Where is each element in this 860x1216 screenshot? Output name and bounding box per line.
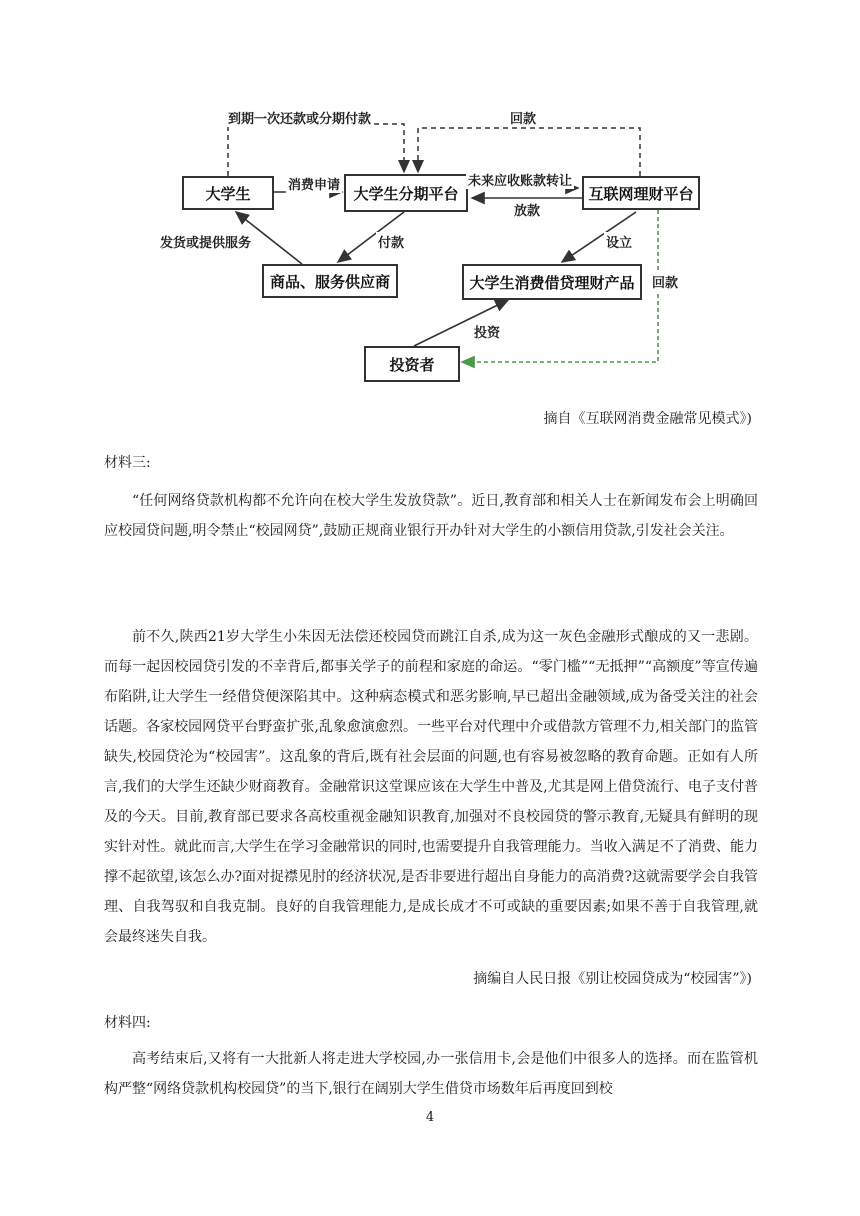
node-student: 大学生 xyxy=(182,176,274,210)
label-loan: 放款 xyxy=(512,200,542,219)
material3-paragraph-1: “任何网络贷款机构都不允许向在校大学生发放贷款”。近日,教育部和相关人士在新闻发布会上明确回应校园贷问题,明令禁止“校园网贷”,鼓励正规商业银行开办针对大学生的小额信用贷款,引发社会关注。 xyxy=(104,493,758,539)
material4-paragraph: 高考结束后,又将有一大批新人将走进大学校园,办一张信用卡,会是他们中很多人的选择。而在监管机构严整“网络贷款机构校园贷”的当下,银行在阔别大学生借贷市场数年后再度回到校 xyxy=(104,1051,758,1097)
node-installment-platform: 大学生分期平台 xyxy=(344,174,468,212)
flow-diagram xyxy=(0,0,860,400)
label-transfer: 未来应收账款转让 xyxy=(466,170,574,189)
label-establish: 设立 xyxy=(604,232,634,251)
label-invest: 投资 xyxy=(472,322,502,341)
diagram-caption: 摘自《互联网消费金融常见模式》) xyxy=(543,411,752,427)
label-repay: 到期一次还款或分期付款 xyxy=(226,108,373,127)
material4-heading: 材料四: xyxy=(104,1015,151,1031)
node-investor: 投资者 xyxy=(364,346,460,382)
page-number: 4 xyxy=(425,1110,435,1125)
material3-heading: 材料三: xyxy=(104,455,151,471)
label-deliver: 发货或提供服务 xyxy=(158,232,253,251)
edge-return-top xyxy=(418,128,640,176)
label-apply: 消费申请 xyxy=(286,174,342,193)
material3-paragraph-2: 前不久,陕西21岁大学生小朱因无法偿还校园贷而跳江自杀,成为这一灰色金融形式酿成的又一悲剧。而每一起因校园贷引发的不幸背后,都事关学子的前程和家庭的命运。“零门槛”“无抵押”“高额度”等宣传遍布陷阱,让大学生一经借贷便深陷其中。这种病态模式和恶劣影响,早已超出金融领域,成为备受关注的社会话题。各家校园网贷平台野蛮扩张,乱象愈演愈烈。一些平台对代理中介或借款方管理不力,相关部门的监管缺失,校园贷沦为“校园害”。这乱象的背后,既有社会层面的问题,也有容易被忽略的教育命题。正如有人所言,我们的大学生还缺少财商教育。金融常识这堂课应该在大学生中普及,尤其是网上借贷流行、电子支付普及的今天。目前,教育部已要求各高校重视金融知识教育,加强对不良校园贷的警示教育,无疑具有鲜明的现实针对性。就此而言,大学生在学习金融常识的同时,也需要提升自我管理能力。当收入满足不了消费、能力撑不起欲望,该怎么办?面对捉襟见肘的经济状况,是否非要进行超出自身能力的高消费?这就需要学会自我管理、自我驾驭和自我克制。良好的自我管理能力,是成长成才不可或缺的重要因素;如果不善于自我管理,就会最终迷失自我。 xyxy=(104,629,758,945)
node-finance-platform: 互联网理财平台 xyxy=(582,176,700,210)
label-pay: 付款 xyxy=(376,232,406,251)
label-return-top: 回款 xyxy=(508,108,538,127)
material3-source: 摘编自人民日报《别让校园贷成为“校园害”》) xyxy=(473,971,752,987)
label-return-right: 回款 xyxy=(650,272,680,291)
edge-repay xyxy=(228,124,404,176)
node-loan-product: 大学生消费借贷理财产品 xyxy=(462,264,642,300)
node-supplier: 商品、服务供应商 xyxy=(262,264,398,298)
